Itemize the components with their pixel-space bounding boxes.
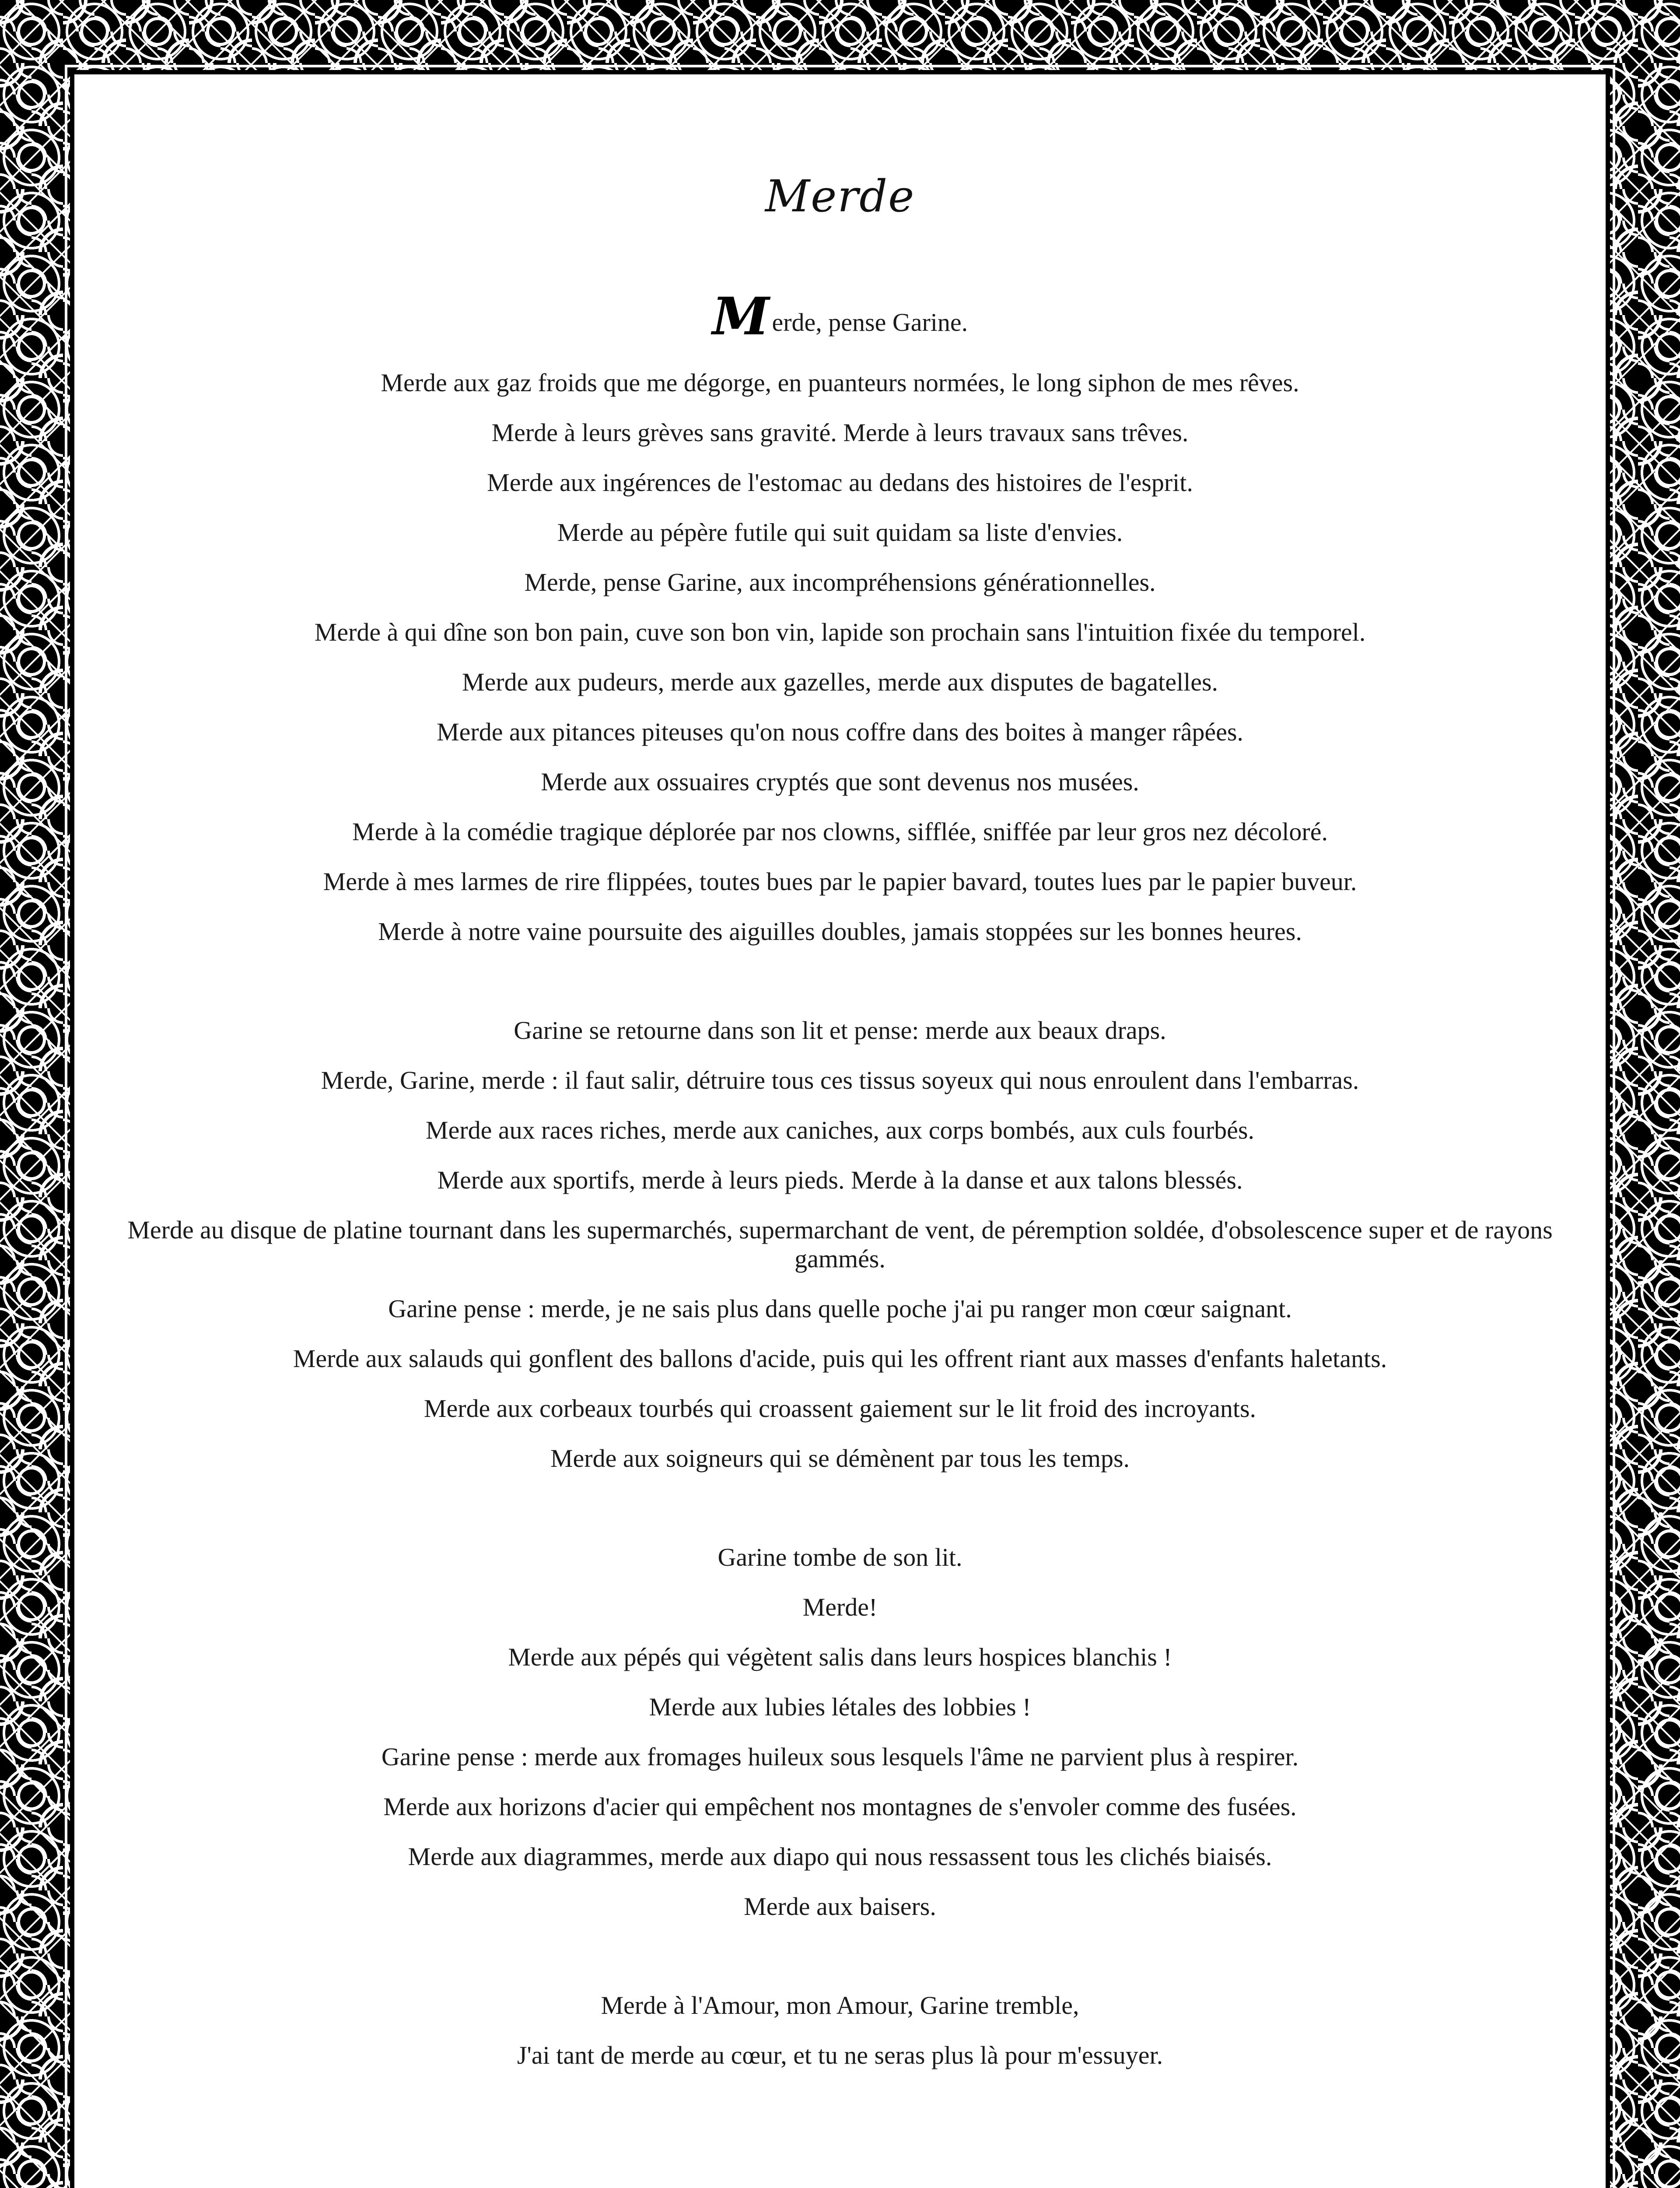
poem-line: Merde, Garine, merde : il faut salir, détruire tous ces tissus soyeux qui nous enroulent dans l'embarras. xyxy=(321,1066,1359,1094)
poem-line: Merde aux races riches, merde aux caniches, aux corps bombés, aux culs fourbés. xyxy=(426,1116,1254,1144)
poem-line: Garine tombe de son lit. xyxy=(718,1543,962,1571)
poem-line: Merde aux ossuaires cryptés que sont devenus nos musées. xyxy=(541,768,1139,796)
stanza-break xyxy=(127,967,1553,1016)
poem-line: Garine pense : merde, je ne sais plus dans quelle poche j'ai pu ranger mon cœur saignant. xyxy=(388,1294,1292,1323)
drop-cap: M xyxy=(712,286,770,347)
poem-line: Merde aux salauds qui gonflent des ballons d'acide, puis qui les offrent riant aux masses d'enfants haletants. xyxy=(293,1344,1387,1373)
poem-line: Merde aux pitances piteuses qu'on nous coffre dans des boites à manger râpées. xyxy=(437,718,1243,746)
poem-line: Merde aux soigneurs qui se démènent par tous les temps. xyxy=(550,1444,1130,1473)
poem-line: Merde aux pudeurs, merde aux gazelles, merde aux disputes de bagatelles. xyxy=(462,668,1218,696)
poem-line: Merde à la comédie tragique déplorée par nos clowns, sifflée, sniffée par leur gros nez décoloré. xyxy=(352,817,1328,846)
opening-line xyxy=(127,286,1553,347)
stanza-3 xyxy=(127,1543,1553,1921)
stanza-break xyxy=(127,1494,1553,1543)
poem-line: Merde à notre vaine poursuite des aiguilles doubles, jamais stoppées sur les bonnes heures. xyxy=(378,917,1302,946)
poem-line: Merde aux ingérences de l'estomac au dedans des histoires de l'esprit. xyxy=(487,468,1193,497)
poem-line: Merde aux corbeaux tourbés qui croassent gaiement sur le lit froid des incroyants. xyxy=(424,1394,1256,1423)
poem-line: Garine se retourne dans son lit et pense: merde aux beaux draps. xyxy=(514,1016,1166,1045)
poem-line: Merde aux sportifs, merde à leurs pieds. Merde à la danse et aux talons blessés. xyxy=(437,1166,1243,1194)
poem-line: J'ai tant de merde au cœur, et tu ne seras plus là pour m'essuyer. xyxy=(517,2041,1163,2069)
poem-line: Merde au pépère futile qui suit quidam sa liste d'envies. xyxy=(557,518,1123,547)
poem-line: Merde au disque de platine tournant dans les supermarchés, supermarchant de vent, de péremption soldée, d'obsolescence super et de rayons gammés. xyxy=(127,1216,1553,1273)
poem-line: Garine pense : merde aux fromages huileux sous lesquels l'âme ne parvient plus à respirer. xyxy=(381,1743,1299,1771)
content-panel xyxy=(70,70,1610,2188)
poem-line: Merde à mes larmes de rire flippées, toutes bues par le papier bavard, toutes lues par le papier buveur. xyxy=(323,867,1357,896)
stanza-4 xyxy=(127,1991,1553,2070)
poem-line: Merde à leurs grèves sans gravité. Merde à leurs travaux sans trêves. xyxy=(491,418,1189,447)
poem-line: Merde aux pépés qui végètent salis dans leurs hospices blanchis ! xyxy=(508,1643,1172,1671)
poem-title: Merde xyxy=(765,171,915,222)
poem-line: Merde aux horizons d'acier qui empêchent nos montagnes de s'envoler comme des fusées. xyxy=(383,1792,1297,1821)
poem-line: Merde aux lubies létales des lobbies ! xyxy=(649,1693,1031,1721)
poem-line: Merde aux diagrammes, merde aux diapo qui nous ressassent tous les clichés biaisés. xyxy=(408,1842,1272,1871)
stanza-1 xyxy=(127,368,1553,946)
poem-line: Merde à qui dîne son bon pain, cuve son bon vin, lapide son prochain sans l'intuition fixée du temporel. xyxy=(314,618,1366,646)
poem-line: Merde aux baisers. xyxy=(744,1892,936,1921)
poem-line: Merde, pense Garine, aux incompréhensions générationnelles. xyxy=(524,568,1156,596)
poem-line: Merde aux gaz froids que me dégorge, en puanteurs normées, le long siphon de mes rêves. xyxy=(381,368,1299,397)
poem-line: Merde! xyxy=(802,1593,878,1621)
stanza-break xyxy=(127,1942,1553,1991)
poem-line: Merde à l'Amour, mon Amour, Garine tremble, xyxy=(601,1991,1079,2020)
opening-text: erde, pense Garine. xyxy=(772,308,968,337)
poem-body xyxy=(127,286,1553,2091)
stanza-2 xyxy=(127,1016,1553,1473)
